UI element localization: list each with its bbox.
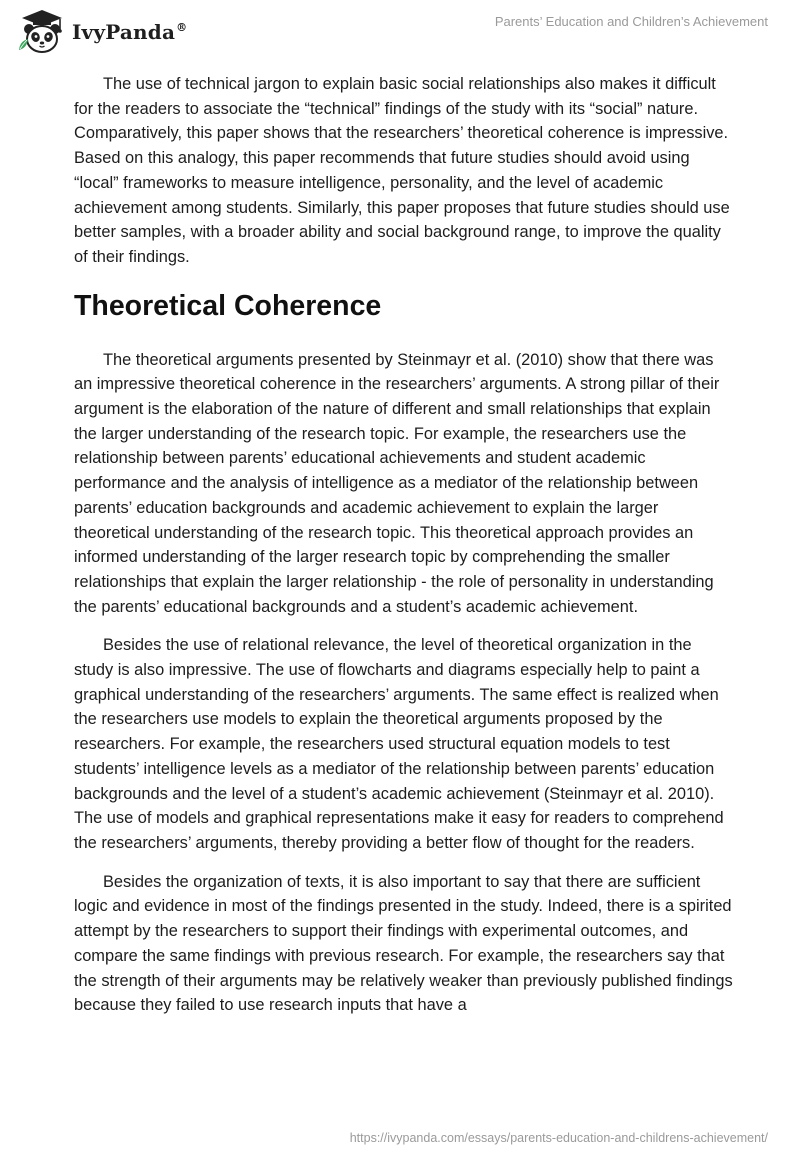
paragraph: Besides the use of relational relevance, the level of theoretical organization in the study is also impressive. The use of flowcharts and diagrams especially help to paint a graphical understanding of the researchers’ arguments. The same effect is realized when the researchers use models to explain the theoretical arguments proposed by the researchers. For example, the researchers used structural equation models to test students’ intelligence levels as a mediator of the relationship between parents’ education backgrounds and the level of a student’s academic achievement (Steinmayr et al. 2010). The use of models and graphical representations make it easy for readers to comprehend the researchers’ arguments, thereby providing a better flow of thought for the readers. [74, 636, 724, 852]
essay-content [74, 72, 734, 1032]
paragraph: Besides the organization of texts, it is also important to say that there are sufficient logic and evidence in most of the findings presented in the study. Indeed, there is a spirited attempt by the researchers to support their findings with experimental outcomes, and compare the same findings with previous research. For example, the researchers say that the strength of their arguments may be relatively weaker than previously published findings because they failed to use research inputs that have a [74, 872, 733, 1015]
source-url[interactable]: https://ivypanda.com/essays/parents-education-and-childrens-achievement/ [349, 1131, 768, 1145]
paragraph: The use of technical jargon to explain basic social relationships also makes it difficult for the readers to associate the “technical” findings of the study with its “social” nature. Comparatively, this paper shows that the researchers’ theoretical coherence is impressive. Based on this analogy, this paper recommends that future studies should avoid using “local” frameworks to measure intelligence, personality, and the level of academic achievement among students. Similarly, this paper proposes that future studies should use better samples, with a broader ability and social background range, to improve the quality of their findings. [74, 75, 730, 266]
registered-mark: ® [176, 21, 188, 35]
running-title: Parents’ Education and Children’s Achievement [494, 14, 768, 29]
page-header [0, 0, 800, 70]
ivypanda-logo[interactable] [16, 8, 187, 56]
brand-name: IvyPanda® [72, 20, 188, 44]
section-heading: Theoretical Coherence [74, 289, 382, 322]
panda-graduate-icon [16, 8, 68, 56]
paragraph: The theoretical arguments presented by Steinmayr et al. (2010) show that there was an impressive theoretical coherence in the researchers’ arguments. A strong pillar of their argument is the elaboration of the nature of different and small relationships that explain the larger understanding of the research topic. For example, the researchers use the relationship between parents’ educational achievements and student academic performance and the analysis of intelligence as a mediator of the relationship between parents’ education backgrounds and academic achievement to explain the larger theoretical understanding of the research topic. This theoretical approach provides an informed understanding of the larger research topic by comprehending the smaller relationships that explain the larger relationship - the role of personality in understanding the parents’ educational backgrounds and a student’s academic achievement. [74, 350, 720, 616]
